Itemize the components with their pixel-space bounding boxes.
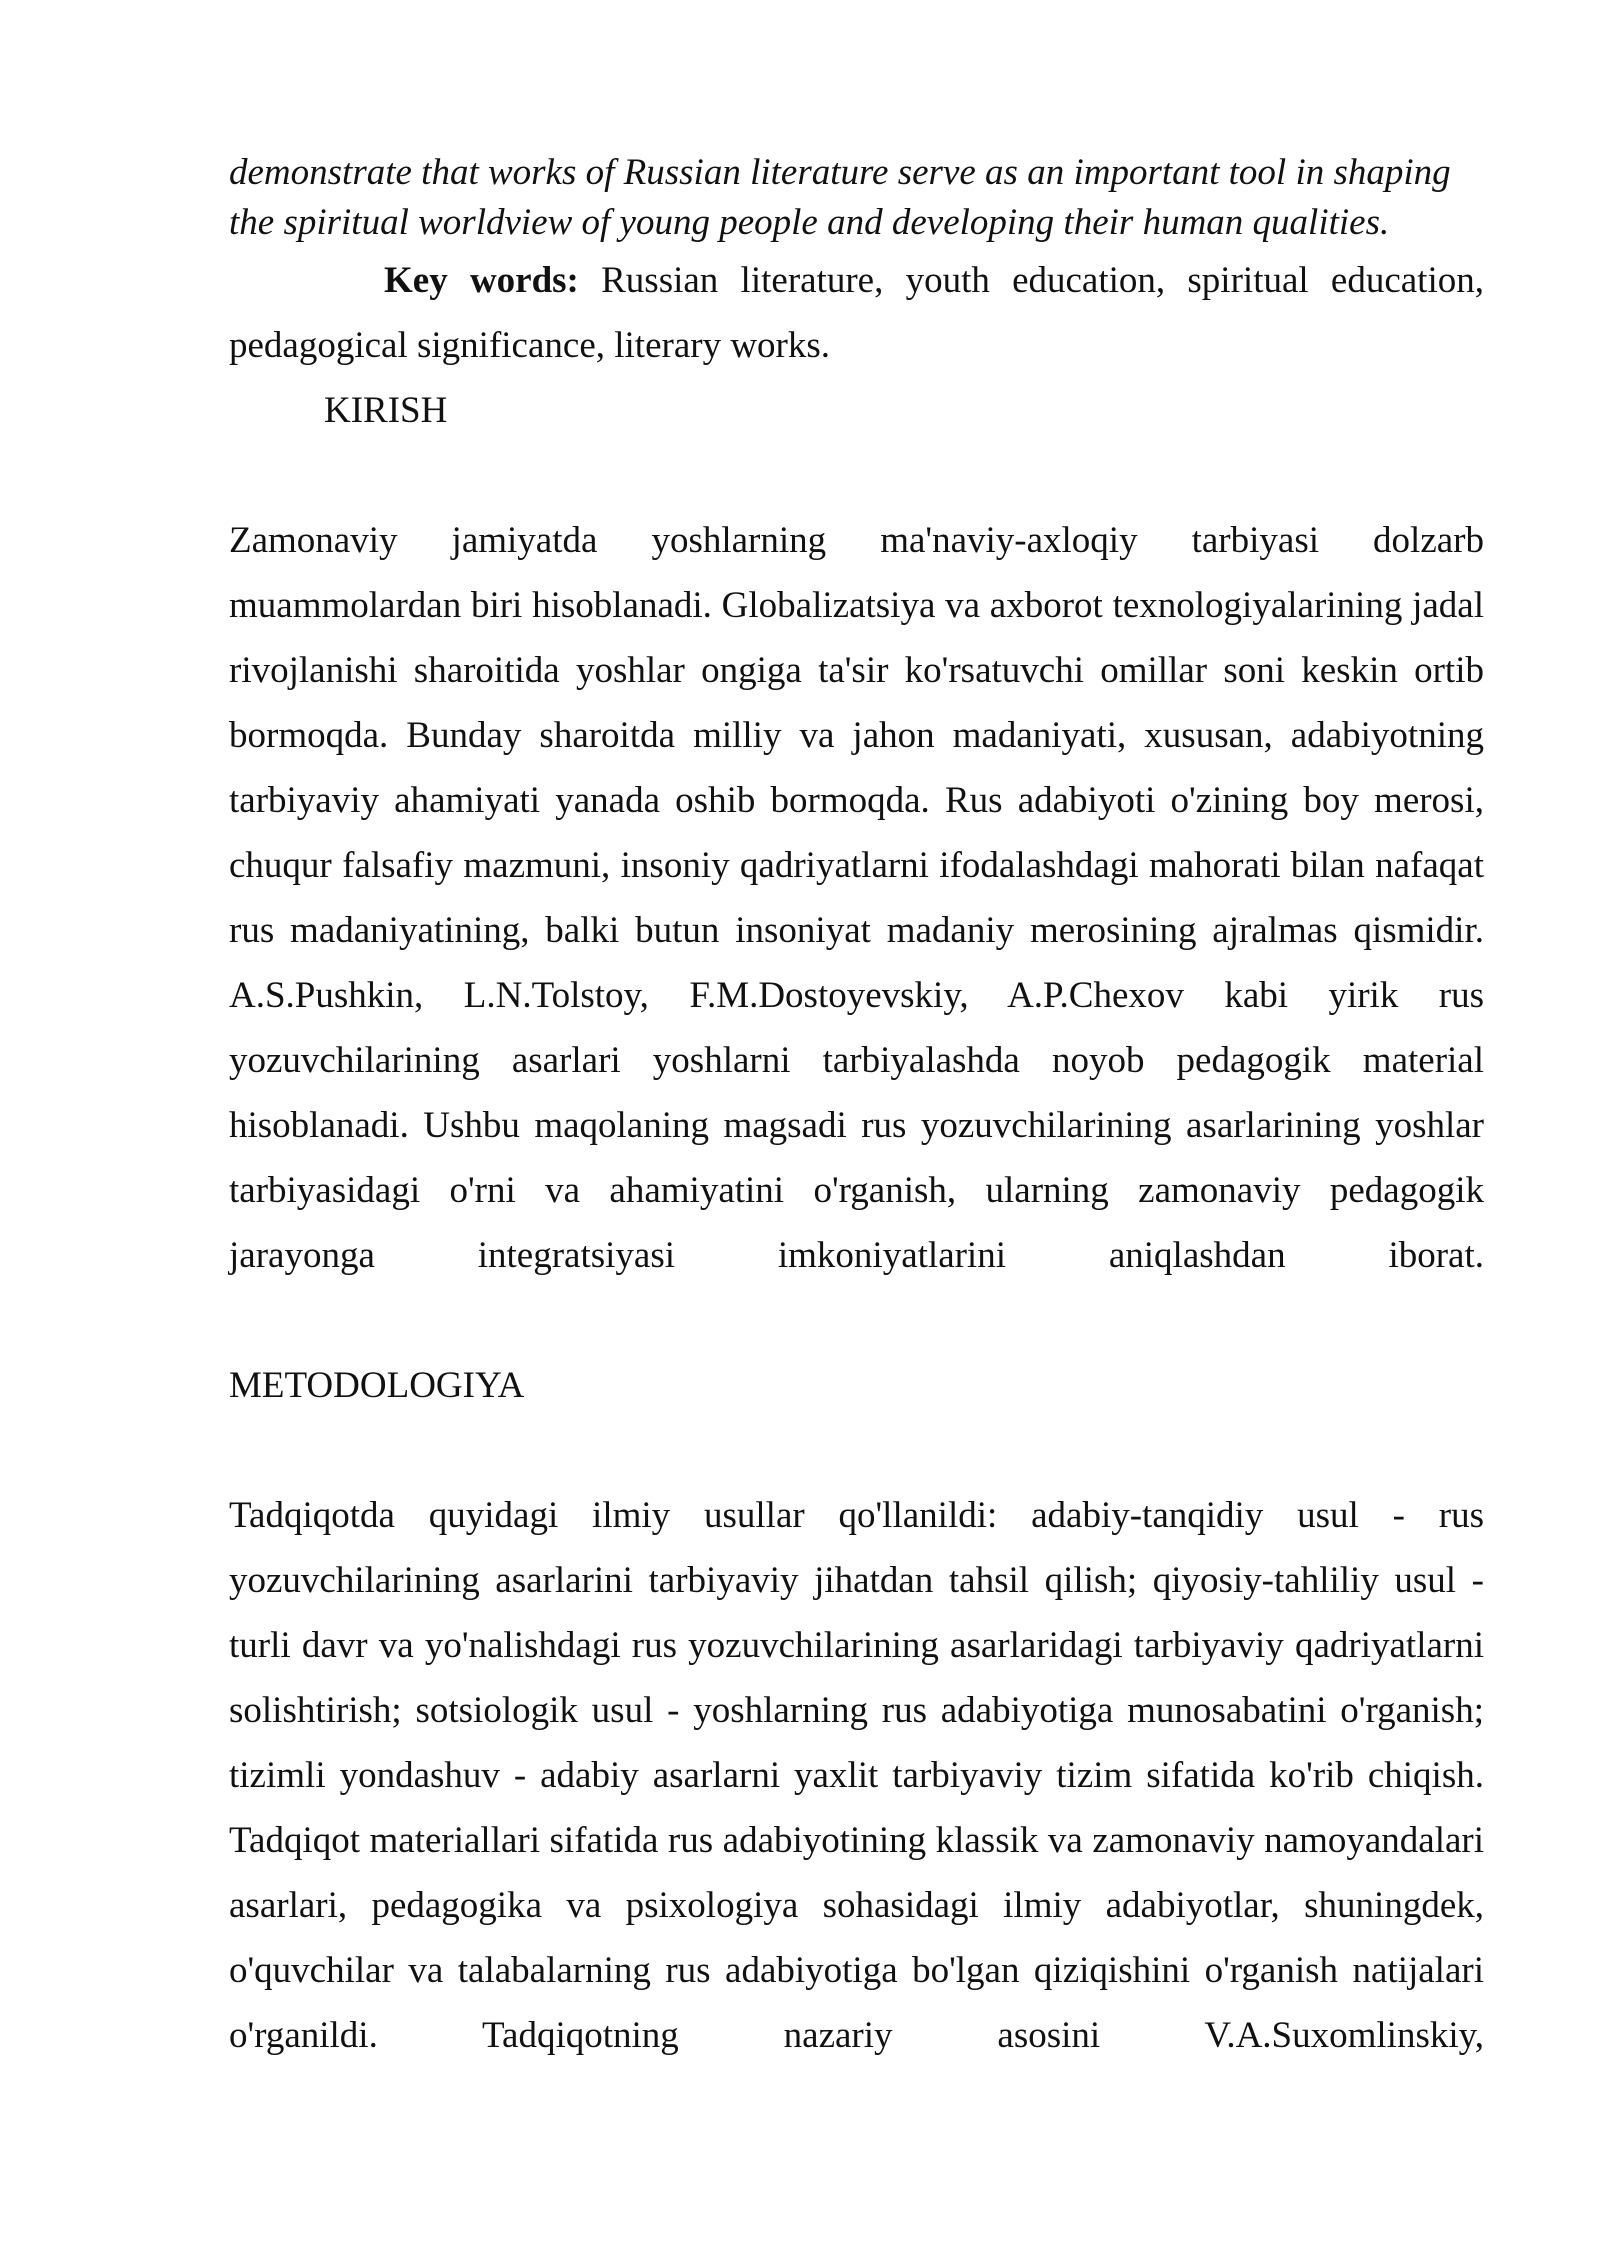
kirish-paragraph: Zamonaviy jamiyatda yoshlarning ma'naviy-axloqiy tarbiyasi dolzarb muammolardan biri hisoblanadi. Globalizatsiya va axborot texnologiyalarining jadal rivojlanishi sharoitida yoshlar ongiga ta'sir ko'rsatuvchi omillar soni keskin ortib bormoqda. Bunday sharoitda milliy va jahon madaniyati, xususan, adabiyotning tarbiyaviy ahamiyati yanada oshib bormoqda. Rus adabiyoti o'zining boy merosi, chuqur falsafiy mazmuni, insoniy qadriyatlarni ifodalashdagi mahorati bilan nafaqat rus madaniyatining, balki butun insoniyat madaniy merosining ajralmas qismidir. A.S.Pushkin, L.N.Tolstoy, F.M.Dostoyevskiy, A.P.Chexov kabi yirik rus yozuvchilarining asarlari yoshlarni tarbiyalashda noyob pedagogik material hisoblanadi. Ushbu maqolaning magsadi rus yozuvchilarining asarlarining yoshlar tarbiyasidagi o'rni va ahamiyatini o'rganish, ularning zamonaviy pedagogik jarayonga integratsiyasi imkoniyatlarini aniqlashdan iborat. — [229, 520, 1484, 1276]
spacer — [229, 1288, 1484, 1353]
keywords-paragraph — [229, 248, 1484, 378]
heading-metodologiya: METODOLOGIYA — [229, 1365, 525, 1406]
metodologiya-paragraph: Tadqiqotda quyidagi ilmiy usullar qo'llanildi: adabiy-tanqidiy usul - rus yozuvchilarining asarlarini tarbiyaviy jihatdan tahsil qilish; qiyosiy-tahliliy usul - turli davr va yo'nalishdagi rus yozuvchilarining asarlaridagi tarbiyaviy qadriyatlarni solishtirish; sotsiologik usul - yoshlarning rus adabiyotiga munosabatini o'rganish; tizimli yondashuv - adabiy asarlarni yaxlit tarbiyaviy tizim sifatida ko'rib chiqish. Tadqiqot materiallari sifatida rus adabiyotining klassik va zamonaviy namoyandalari asarlari, pedagogika va psixologiya sohasidagi ilmiy adabiyotlar, shuningdek, o'quvchilar va talabalarning rus adabiyotiga bo'lgan qiziqishini o'rganish natijalari o'rganildi. Tadqiqotning nazariy asosini V.A.Suxomlinskiy, — [229, 1495, 1484, 2056]
page-content — [229, 148, 1484, 2068]
spacer — [229, 1418, 1484, 1483]
heading-kirish: KIRISH — [324, 390, 448, 431]
keywords-text: Russian literature, youth education, spiritual education, pedagogical significance, literary works. — [229, 260, 1484, 366]
keywords-label: Key words: — [384, 260, 579, 301]
spacer — [229, 443, 1484, 508]
abstract-line-2: the spiritual worldview of young people and developing their human qualities. — [229, 202, 1390, 243]
abstract-line-1: demonstrate that works of Russian literature serve as an important tool in shaping — [229, 152, 1451, 193]
